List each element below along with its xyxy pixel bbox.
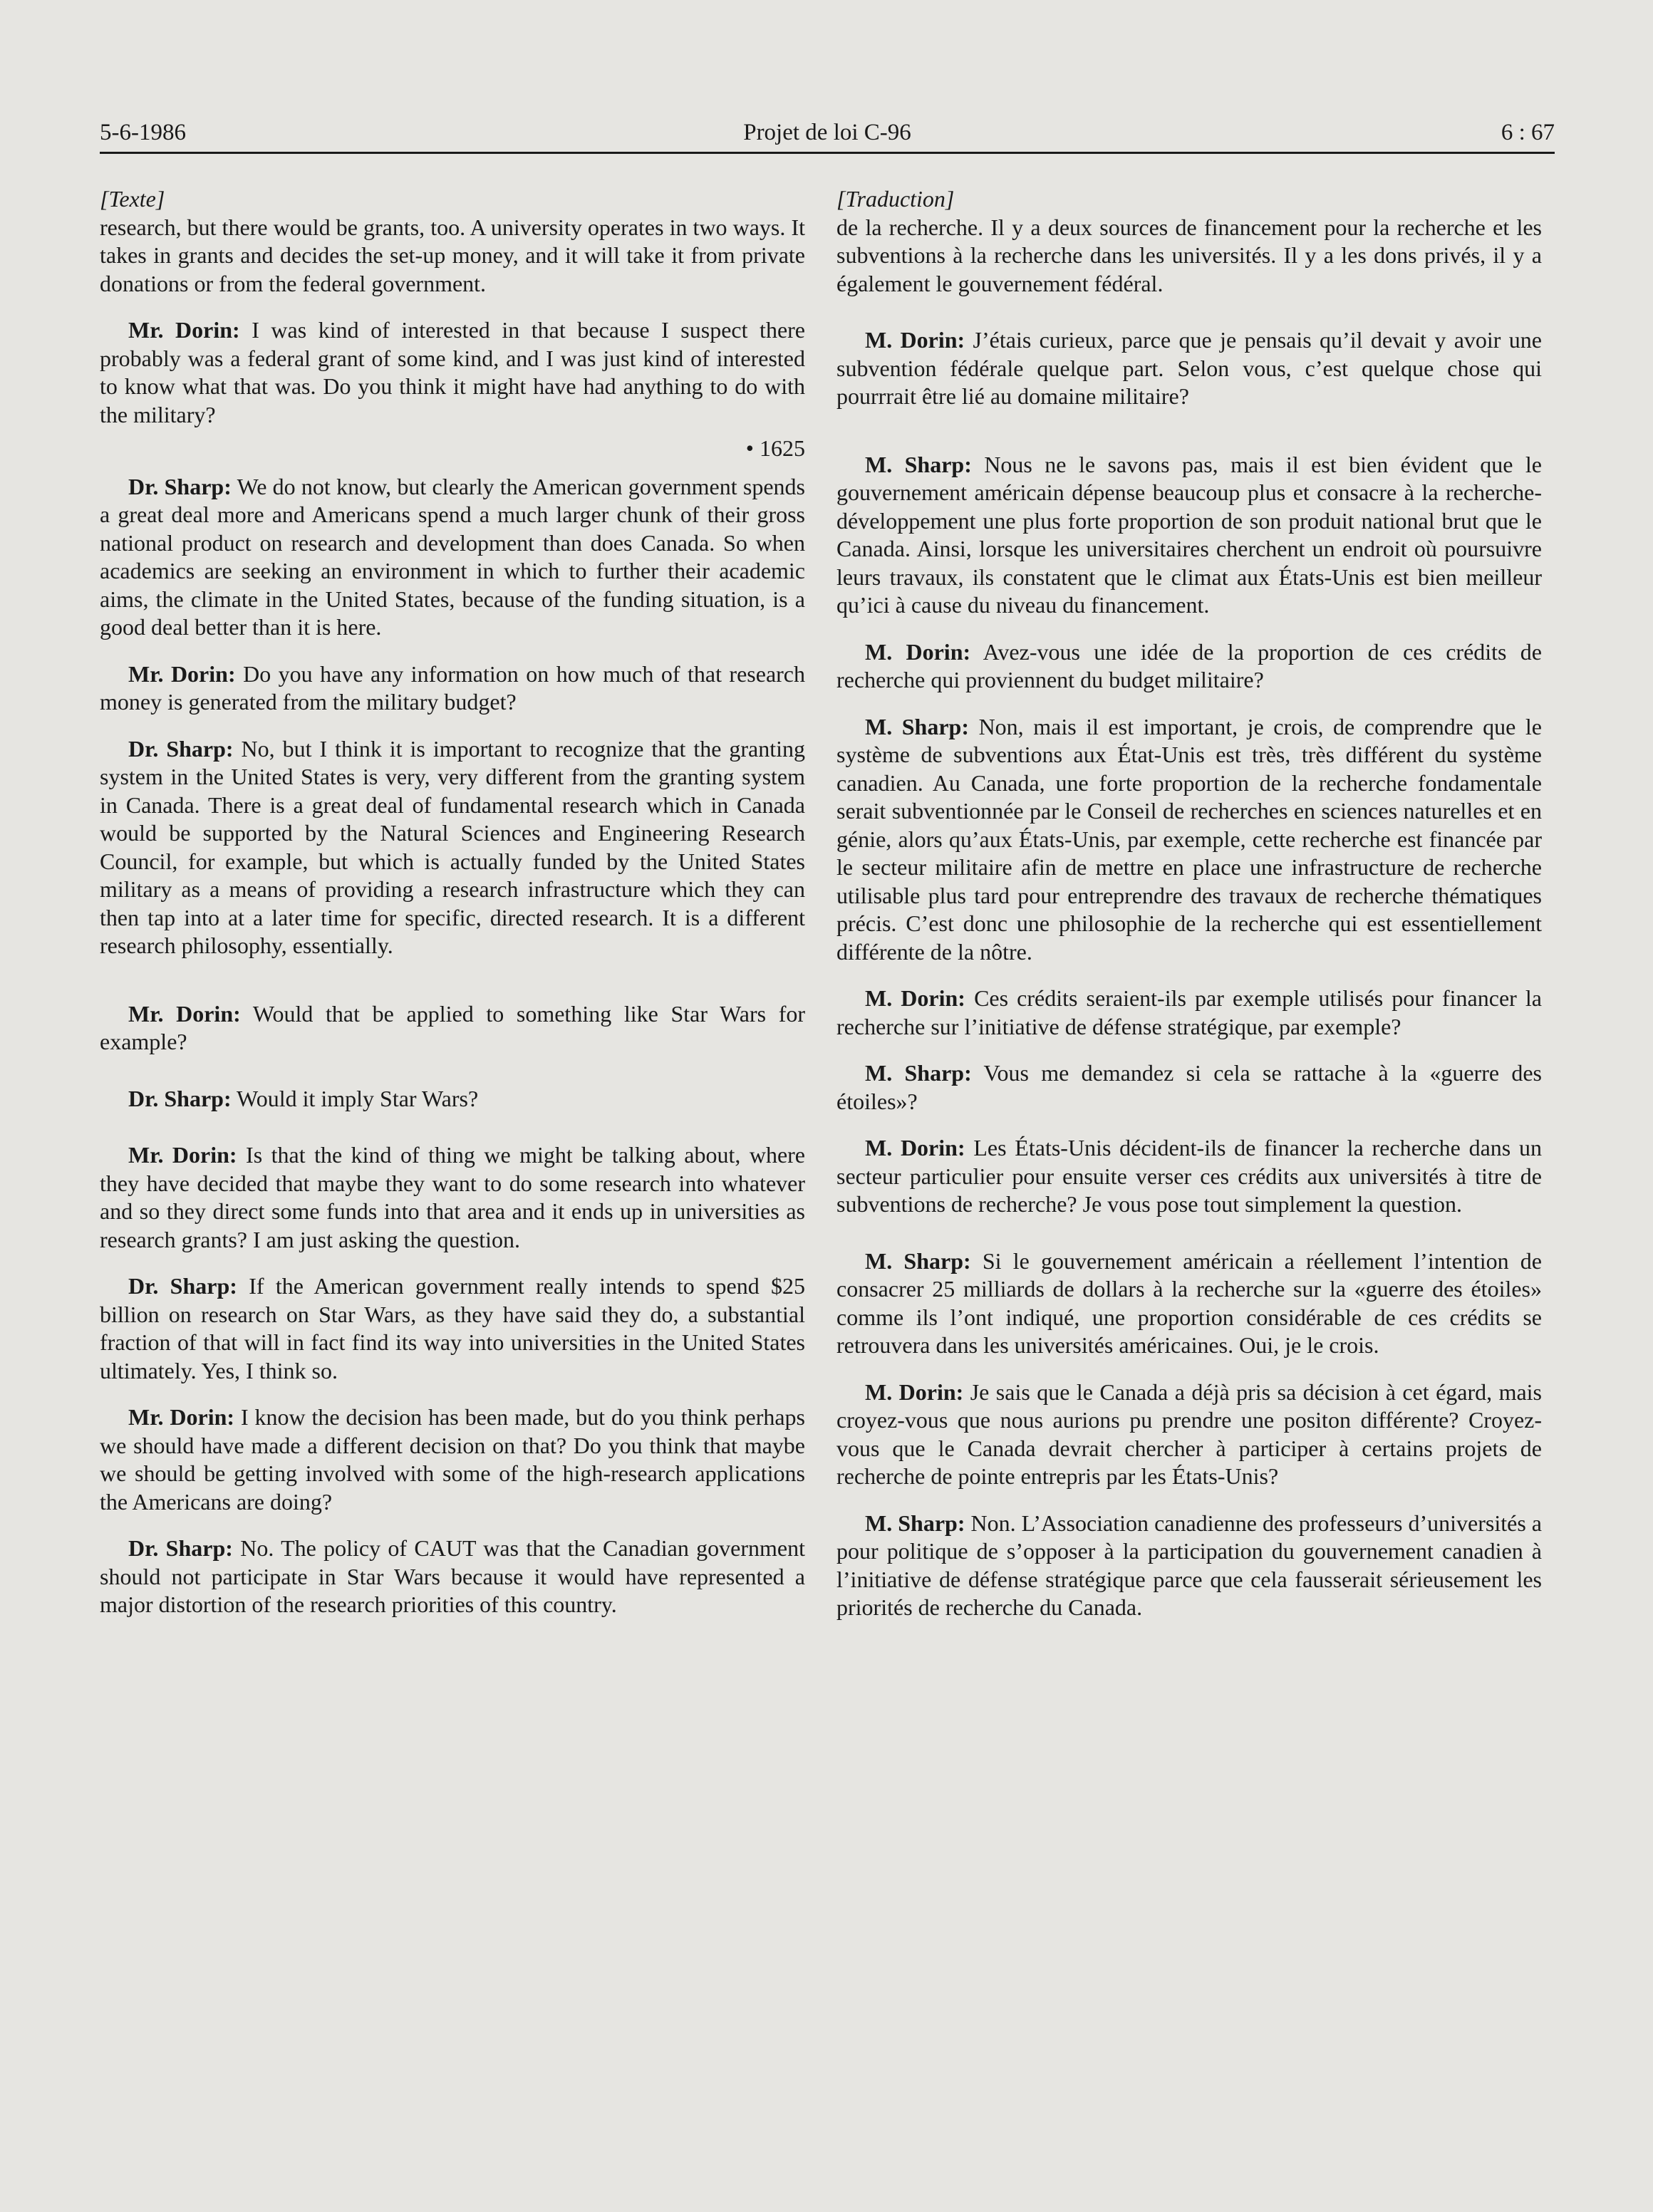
speaker-name: Dr. Sharp: — [128, 1273, 237, 1299]
speech-text: Vous me demandez si cela se rattache à la «guerre des étoiles»? — [836, 1060, 1543, 1114]
speech-text: I know the decision has been made, but do you think perhaps we should have made a different decision on that? Do you think that maybe we should be getting involved with some of the high-research applications the Americans are doing? — [100, 1404, 806, 1515]
speech-text: Nous ne le savons pas, mais il est bien évident que le gouvernement américain dépense beaucoup plus et consacre à la recherche-développement une plus forte proportion de son produit national brut que le Canada. Ainsi, lorsque les universitaires cherchent un endroit où poursuivre leurs travaux, ils constatent que le climat aux États-Unis est bien meilleur qu’ici à cause du niveau du financement. — [836, 451, 1543, 618]
speaker-name: Dr. Sharp: — [128, 473, 232, 499]
speaker-name: M. Dorin: — [865, 985, 965, 1011]
paragraph — [100, 316, 805, 429]
speech-text: If the American government really intends to spend $25 billion on research on Star Wars, as they have said they do, a substantial fraction of that will in fact find its way into universities in the United States ultimately. Yes, I think so. — [100, 1273, 806, 1383]
speech-text: J’étais curieux, parce que je pensais qu’il devait y avoir une subvention fédérale quelque part. Selon vous, c’est quelque chose qui pourrrait être lié au domaine militaire? — [836, 327, 1543, 409]
running-header — [100, 120, 1555, 155]
speaker-name: M. Dorin: — [865, 1135, 965, 1160]
speech-text: Les États-Unis décident-ils de financer la recherche dans un secteur particulier pour ensuite verser ces crédits aux universités à titre de subventions de recherche? Je vous pose tout simplement la question. — [836, 1135, 1543, 1217]
speaker-name: Mr. Dorin: — [128, 1000, 241, 1027]
header-rule — [100, 152, 1555, 154]
speech-text: Si le gouvernement américain a réellement l’intention de consacrer 25 milliards de dollars à la recherche sur la «guerre des étoiles» comme ils l’ont indiqué, une proportion considérable de ces crédits se retrouvera dans les universités américaines. Oui, je le crois. — [836, 1247, 1542, 1358]
speech-text: Non, mais il est important, je crois, de comprendre que le système de subventions aux État-Unis est très, très différent du système canadien. Au Canada, une forte proportion de la recherche fondamentale serait subventionnée par le Conseil de recherches en sciences naturelles et en génie, alors qu’aux États-Unis, par exemple, cette recherche est financée par le secteur militaire afin de mettre en place une infrastructure de recherche utilisable plus tard pour entreprendre des travaux de recherche thématiques précis. C’est donc une philosophie de la recherche qui est essentiellement différente de la nôtre. — [836, 713, 1543, 965]
header-title: Projet de loi C-96 — [743, 120, 911, 145]
speaker-name: M. Sharp: — [865, 1060, 972, 1086]
paragraph: de la recherche. Il y a deux sources de financement pour la recherche et les subventions à la recherche dans les universités. Il y a les dons privés, il y a également le gouvernement fédéral. — [836, 214, 1542, 296]
speaker-name: Dr. Sharp: — [128, 735, 234, 762]
speaker-name: Dr. Sharp: — [128, 1085, 232, 1111]
speech-text: Je sais que le Canada a déjà pris sa décision à cet égard, mais croyez-vous que nous aurions pu prendre une positon différente? Croyez-vous que le Canada devrait chercher à participer à certains projets de recherche de pointe entrepris par les États-Unis? — [836, 1378, 1543, 1489]
speech-text: I was kind of interested in that because I suspect there probably was a federal grant of some kind, and I was just kind of interested to know what that was. Do you think it might have had anything to do with the military? — [100, 317, 805, 427]
speech-text: Would that be applied to something like Star Wars for example? — [100, 1000, 806, 1054]
paragraph — [836, 1134, 1542, 1219]
paragraph — [100, 1085, 805, 1113]
speaker-name: M. Sharp: — [865, 713, 970, 739]
paragraph — [836, 1510, 1542, 1622]
header-date: 5-6-1986 — [100, 120, 186, 145]
speaker-name: Mr. Dorin: — [128, 1142, 237, 1168]
paragraph — [100, 1403, 805, 1516]
header-page-number: 6 : 67 — [1501, 120, 1555, 145]
speaker-name: M. Sharp: — [865, 1510, 965, 1536]
column-label: [Traduction] — [836, 186, 955, 212]
paragraph — [836, 1378, 1542, 1491]
paragraph — [836, 713, 1542, 967]
speaker-name: Mr. Dorin: — [128, 1404, 235, 1430]
speaker-name: M. Dorin: — [865, 327, 965, 353]
speech-text: Would it imply Star Wars? — [231, 1085, 479, 1111]
paragraph — [836, 1247, 1542, 1360]
paragraph — [100, 1141, 805, 1254]
speaker-name: M. Sharp: — [865, 451, 972, 477]
speech-text: Ces crédits seraient-ils par exemple utilisés pour financer la recherche sur l’initiative de défense stratégique, par exemple? — [836, 985, 1543, 1039]
paragraph — [100, 1535, 805, 1619]
paragraph — [836, 326, 1542, 411]
speaker-name: Mr. Dorin: — [128, 317, 240, 343]
timestamp: • 1625 — [745, 435, 805, 461]
paragraph — [836, 638, 1542, 695]
column-label: [Texte] — [100, 186, 165, 212]
paragraph — [100, 1000, 805, 1056]
french-column — [836, 185, 1542, 1641]
speech-text: We do not know, but clearly the American government spends a great deal more and Americans spend a much larger chunk of their gross national product on research and development than does Canada. So when academics are seeking an environment in which to further their academic aims, the climate in the United States, because of the funding situation, is a good deal better than it is here. — [100, 473, 806, 640]
speech-text: No, but I think it is important to recognize that the granting system in the United States is very, very different from the granting system in Canada. There is a great deal of fundamental research which in Canada would be supported by the Natural Sciences and Engineering Research Council, for example, but which is actually funded by the United States military as a means of providing a research infrastructure which they can then tap into at a later time for specific, directed research. It is a different research philosophy, essentially. — [100, 735, 806, 958]
paragraph — [836, 1059, 1542, 1116]
speaker-name: Dr. Sharp: — [128, 1535, 233, 1561]
paragraph — [100, 735, 805, 960]
speaker-name: M. Dorin: — [865, 638, 971, 665]
paragraph — [836, 985, 1542, 1041]
speech-text: Non. L’Association canadienne des professeurs d’universités a pour politique de s’opposer à la participation du gouvernement canadien à l’initiative de défense stratégique parce que cela fausserait sérieusement les priorités de recherche du Canada. — [836, 1510, 1543, 1620]
paragraph: research, but there would be grants, too. A university operates in two ways. It takes in grants and decides the set-up money, and it will take it from private donations or from the federal government. — [100, 214, 805, 296]
paragraph — [836, 451, 1542, 620]
speech-text: Avez-vous une idée de la proportion de ces crédits de recherche qui proviennent du budget militaire? — [836, 638, 1543, 692]
paragraph — [100, 1272, 805, 1385]
paragraph — [100, 473, 805, 642]
speech-text: Do you have any information on how much of that research money is generated from the military budget? — [100, 660, 806, 715]
speech-text: Is that the kind of thing we might be talking about, where they have decided that maybe they want to do some research into whatever and so they direct some funds into that area and it ends up in universities as research grants? I am just asking the question. — [100, 1142, 806, 1252]
speaker-name: Mr. Dorin: — [128, 660, 236, 687]
speaker-name: M. Dorin: — [865, 1378, 964, 1405]
speech-text: No. The policy of CAUT was that the Canadian government should not participate in Star Wars because it would have represented a major distortion of the research priorities of this country. — [100, 1535, 806, 1617]
speaker-name: M. Sharp: — [865, 1247, 971, 1274]
english-column — [100, 185, 805, 1638]
paragraph — [100, 660, 805, 717]
